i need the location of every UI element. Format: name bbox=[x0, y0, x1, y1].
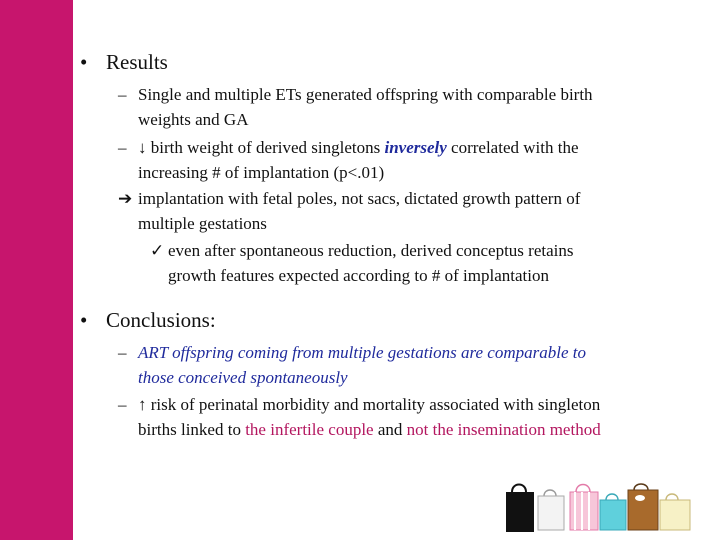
results-item-2-text-pre: birth weight of derived singletons bbox=[150, 138, 385, 157]
dash-marker: – bbox=[118, 138, 127, 157]
results-item-3-line-2: multiple gestations bbox=[138, 214, 267, 233]
shopping-bags-icon bbox=[500, 478, 700, 534]
results-item-2-text-post: correlated with the bbox=[446, 138, 579, 157]
results-item-2-line-2: increasing # of implantation (p<.01) bbox=[138, 163, 385, 182]
conclusions-heading-text: Conclusions: bbox=[106, 308, 216, 332]
conclusions-bullet: • bbox=[80, 308, 88, 332]
results-item-3 bbox=[118, 186, 698, 236]
conclusions-heading bbox=[80, 307, 216, 333]
conclusions-item-2-text-pre: births linked to bbox=[138, 420, 246, 439]
checkmark-icon: ✓ bbox=[150, 241, 165, 260]
infertile-couple-highlight: the infertile couple bbox=[245, 420, 374, 439]
conclusions-item-2 bbox=[118, 392, 698, 442]
sidebar-accent-bar bbox=[0, 0, 73, 540]
up-arrow-icon: ↑ bbox=[138, 395, 147, 414]
right-arrow-icon: ➔ bbox=[118, 189, 133, 208]
results-item-4-line-1: even after spontaneous reduction, derived conceptus retains bbox=[168, 241, 574, 260]
conclusions-item-2-line-1 bbox=[138, 392, 600, 417]
results-heading bbox=[80, 49, 168, 75]
slide-content bbox=[80, 0, 700, 540]
results-item-3-line-1: implantation with fetal poles, not sacs, dictated growth pattern of bbox=[138, 189, 581, 208]
dash-marker: – bbox=[118, 343, 127, 362]
results-heading-text: Results bbox=[106, 50, 168, 74]
results-item-2-line-1 bbox=[138, 135, 579, 160]
results-item-1-line-1: Single and multiple ETs generated offspring with comparable birth bbox=[138, 85, 593, 104]
results-item-4 bbox=[150, 238, 690, 288]
results-bullet: • bbox=[80, 50, 88, 74]
dash-marker: – bbox=[118, 85, 127, 104]
conclusions-item-1 bbox=[118, 340, 698, 390]
conclusions-item-2-text: risk of perinatal morbidity and mortality associated with singleton bbox=[150, 395, 601, 414]
conclusions-item-1-line-1: ART offspring coming from multiple gestations are comparable to bbox=[138, 343, 586, 362]
results-item-1-line-2: weights and GA bbox=[138, 110, 249, 129]
down-arrow-icon: ↓ bbox=[138, 138, 147, 157]
conclusions-item-2-line-2 bbox=[138, 417, 601, 442]
results-item-4-line-2: growth features expected according to # of implantation bbox=[168, 266, 549, 285]
insemination-method-highlight: not the insemination method bbox=[406, 420, 601, 439]
results-item-2 bbox=[118, 135, 698, 185]
dash-marker: – bbox=[118, 395, 127, 414]
inversely-emphasis: inversely bbox=[384, 138, 447, 157]
conclusions-item-1-line-2: those conceived spontaneously bbox=[138, 368, 348, 387]
results-item-1 bbox=[118, 82, 698, 132]
conclusions-item-2-text-mid: and bbox=[373, 420, 407, 439]
